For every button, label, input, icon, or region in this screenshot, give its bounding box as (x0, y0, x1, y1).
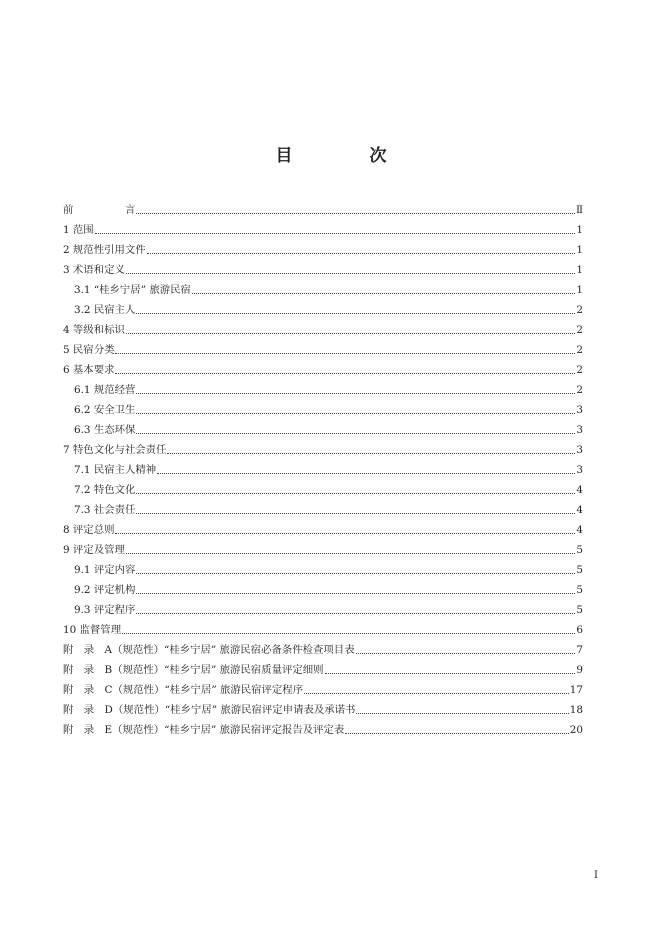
toc-entry-label: 附 录 C（规范性）“桂乡宁居” 旅游民宿评定程序 (63, 684, 304, 696)
toc-leader-dots (356, 652, 576, 654)
toc-entry-page: 3 (576, 444, 583, 456)
toc-entry[interactable] (63, 617, 583, 637)
toc-entry-label: 附 录 E（规范性）“桂乡宁居” 旅游民宿评定报告及评定表 (63, 724, 345, 736)
toc-entry-page: 3 (576, 424, 583, 436)
toc-leader-dots (136, 412, 575, 414)
page-number: I (594, 870, 598, 881)
toc-entry[interactable] (63, 377, 583, 397)
toc-entry-label: 10 监督管理 (63, 624, 122, 636)
toc-entry-label: 2 规范性引用文件 (63, 244, 146, 256)
toc-entry-page: 4 (576, 524, 583, 536)
toc-leader-dots (136, 312, 575, 314)
toc-entry-label: 9.1 评定内容 (74, 564, 136, 576)
toc-entry-label: 9.2 评定机构 (74, 584, 136, 596)
toc-entry[interactable] (63, 297, 583, 317)
toc-entry[interactable] (63, 257, 583, 277)
toc-entry[interactable] (63, 717, 583, 737)
toc-entry-label: 6 基本要求 (63, 364, 115, 376)
toc-entry[interactable] (63, 317, 583, 337)
toc-entry[interactable] (63, 237, 583, 257)
toc-entry-page: 3 (576, 404, 583, 416)
toc-entry-page: 4 (576, 484, 583, 496)
toc-entry-label: 9.3 评定程序 (74, 604, 136, 616)
toc-entry[interactable] (63, 497, 583, 517)
toc-entry-page: 2 (576, 324, 583, 336)
toc-entry-page: 5 (576, 544, 583, 556)
toc-leader-dots (136, 432, 575, 434)
toc-entry-page: 1 (576, 224, 583, 236)
toc-entry[interactable] (63, 457, 583, 477)
toc-leader-dots (325, 672, 576, 674)
toc-entry-label: 附 录 D（规范性）“桂乡宁居” 旅游民宿评定申请表及承诺书 (63, 704, 356, 716)
toc-entry-page: 9 (576, 664, 583, 676)
toc-entry[interactable] (63, 517, 583, 537)
toc-leader-dots (115, 352, 575, 354)
toc-leader-dots (192, 292, 575, 294)
toc-entry-label: 6.3 生态环保 (74, 424, 136, 436)
toc-entry-page: 1 (576, 284, 583, 296)
toc-entry-page: 2 (576, 304, 583, 316)
toc-entry-label: 5 民宿分类 (63, 344, 115, 356)
toc-entry-label: 7.2 特色文化 (74, 484, 136, 496)
toc-entry[interactable] (63, 357, 583, 377)
table-of-contents (63, 197, 583, 737)
toc-leader-dots (136, 212, 575, 214)
toc-entry[interactable] (63, 397, 583, 417)
toc-entry-page: 17 (569, 684, 583, 696)
toc-entry[interactable] (63, 537, 583, 557)
toc-entry-label-part: 言 (125, 204, 136, 216)
toc-entry-label: 3.2 民宿主人 (74, 304, 136, 316)
toc-leader-dots (136, 392, 575, 394)
toc-leader-dots (136, 492, 575, 494)
toc-leader-dots (157, 472, 575, 474)
toc-entry[interactable] (63, 657, 583, 677)
toc-entry-page: 2 (576, 344, 583, 356)
toc-leader-dots (115, 532, 575, 534)
toc-entry-label: 附 录 A（规范性）“桂乡宁居” 旅游民宿必备条件检查项目表 (63, 644, 355, 656)
toc-leader-dots (126, 332, 576, 334)
toc-entry-label: 7.1 民宿主人精神 (74, 464, 157, 476)
toc-entry[interactable] (63, 597, 583, 617)
toc-entry-page: Ⅱ (575, 204, 583, 216)
toc-leader-dots (147, 252, 576, 254)
toc-leader-dots (136, 572, 575, 574)
toc-leader-dots (126, 272, 576, 274)
toc-entry[interactable] (63, 417, 583, 437)
toc-leader-dots (126, 552, 576, 554)
toc-leader-dots (95, 232, 576, 234)
toc-entry-page: 5 (576, 584, 583, 596)
toc-entry-label: 7 特色文化与社会责任 (63, 444, 167, 456)
toc-entry[interactable] (63, 277, 583, 297)
toc-entry-page: 5 (576, 604, 583, 616)
toc-entry-page: 18 (569, 704, 583, 716)
toc-leader-dots (356, 712, 568, 714)
toc-entry[interactable] (63, 697, 583, 717)
toc-entry-label (63, 203, 135, 217)
toc-entry-page: 1 (576, 244, 583, 256)
toc-leader-dots (122, 632, 575, 634)
toc-entry[interactable] (63, 217, 583, 237)
toc-leader-dots (304, 692, 569, 694)
toc-entry-page: 4 (576, 504, 583, 516)
toc-entry-label: 附 录 B（规范性）“桂乡宁居” 旅游民宿质量评定细则 (63, 664, 324, 676)
toc-entry-page: 2 (576, 384, 583, 396)
toc-entry[interactable] (63, 557, 583, 577)
page-title: 目 次 (275, 146, 417, 166)
toc-entry[interactable] (63, 197, 583, 217)
toc-entry-page: 5 (576, 564, 583, 576)
toc-leader-dots (136, 512, 575, 514)
toc-entry-label: 6.1 规范经营 (74, 384, 136, 396)
toc-entry-label: 4 等级和标识 (63, 324, 125, 336)
toc-leader-dots (136, 592, 575, 594)
toc-entry[interactable] (63, 477, 583, 497)
toc-entry-page: 20 (569, 724, 583, 736)
toc-entry-label-part: 前 (63, 204, 74, 216)
toc-entry-page: 2 (576, 364, 583, 376)
toc-leader-dots (167, 452, 575, 454)
toc-entry[interactable] (63, 437, 583, 457)
toc-leader-dots (115, 372, 575, 374)
toc-leader-dots (136, 612, 575, 614)
toc-entry-label: 6.2 安全卫生 (74, 404, 136, 416)
toc-entry-label: 3 术语和定义 (63, 264, 125, 276)
toc-entry-label: 9 评定及管理 (63, 544, 125, 556)
toc-entry-page: 3 (576, 464, 583, 476)
toc-entry[interactable] (63, 637, 583, 657)
toc-entry-label: 8 评定总则 (63, 524, 115, 536)
toc-leader-dots (345, 732, 568, 734)
toc-entry[interactable] (63, 577, 583, 597)
toc-entry-label: 7.3 社会责任 (74, 504, 136, 516)
toc-entry-page: 1 (576, 264, 583, 276)
toc-entry[interactable] (63, 337, 583, 357)
toc-entry-page: 6 (576, 624, 583, 636)
toc-entry-label: 1 范围 (63, 224, 94, 236)
toc-entry-page: 7 (576, 644, 583, 656)
toc-entry[interactable] (63, 677, 583, 697)
toc-entry-label: 3.1 “桂乡宁居” 旅游民宿 (74, 284, 191, 296)
